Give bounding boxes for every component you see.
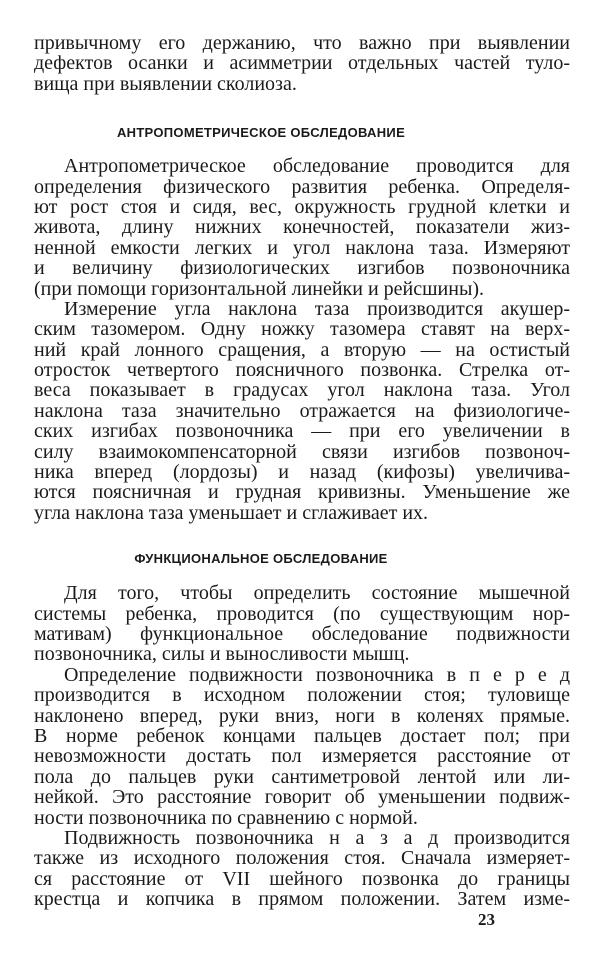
paragraph — [34, 665, 570, 828]
text-line: Определение подвижности позвоночника в п е р е д — [64, 663, 570, 686]
text-line: и величину физиологических изгибов позвоночника — [34, 257, 570, 280]
text-line: производится в исходном положении стоя; туловище — [34, 684, 570, 707]
text-line: определения физического развития ребенка. Определя- — [34, 175, 570, 198]
text-line: Измерение угла наклона таза производится акушер- — [64, 297, 570, 320]
text-line: ненной емкости легких и угол наклона таза. Измеряют — [34, 236, 570, 259]
text-line: живота, длину нижних конечностей, показатели жиз- — [34, 216, 570, 239]
text-line: (при помощи горизонтальной линейки и рейсшины). — [34, 277, 485, 300]
paragraph — [34, 828, 570, 910]
text-line: системы ребенка, проводится (по существующим нор- — [34, 602, 570, 625]
text-line: дефектов осанки и асимметрии отдельных частей туло- — [34, 52, 570, 75]
text-line: также из исходного положения стоя. Сначала измеряет- — [34, 847, 570, 870]
paragraph — [34, 156, 570, 299]
text-line: ний край лонного сращения, а вторую — на остистый — [34, 338, 570, 361]
text-line: В норме ребенок концами пальцев достает пол; при — [34, 724, 570, 747]
text-line: мативам) функциональное обследование подвижности — [34, 622, 570, 645]
text-line: наклонено вперед, руки вниз, ноги в коленях прямые. — [34, 704, 570, 727]
page-number: 23 — [478, 910, 495, 929]
text-line: пола до пальцев руки сантиметровой лентой или ли- — [34, 765, 570, 788]
text-line: позвоночника, силы и выносливости мышц. — [34, 643, 410, 666]
text-line: вища при выявлении сколиоза. — [34, 72, 297, 95]
text-line: ности позвоночника по сравнению с нормой. — [34, 806, 418, 829]
text-line: ских изгибах позвоночника — при его увеличении в — [34, 420, 570, 443]
text-line: крестца и копчика в прямом положении. Затем изме- — [34, 888, 570, 911]
section-heading: АНТРОПОМЕТРИЧЕСКОЕ ОБСЛЕДОВАНИЕ — [116, 125, 406, 141]
text-line: наклона таза значительно отражается на физиологиче- — [34, 399, 570, 422]
text-line: Для того, чтобы определить состояние мышечной — [64, 582, 570, 605]
text-line: отросток четвертого поясничного позвонка. Стрелка от- — [34, 359, 570, 382]
paragraph — [34, 33, 570, 94]
text-line: угла наклона таза уменьшает и сглаживает их. — [34, 501, 429, 524]
text-line: ся расстояние от VII шейного позвонка до границы — [34, 867, 570, 890]
paragraph — [34, 299, 570, 523]
text-line: ника вперед (лордозы) и назад (кифозы) увеличива- — [34, 461, 570, 484]
text-line: привычному его держанию, что важно при выявлении — [34, 32, 570, 54]
text-line: силу взаимокомпенсаторной связи изгибов позвоноч- — [34, 440, 570, 463]
text-line: ются поясничная и грудная кривизны. Уменьшение же — [34, 481, 570, 504]
section-heading: ФУНКЦИОНАЛЬНОЕ ОБСЛЕДОВАНИЕ — [134, 551, 388, 567]
text-line: ют рост стоя и сидя, вес, окружность грудной клетки и — [34, 195, 570, 218]
text-line: нейкой. Это расстояние говорит об уменьшении подвиж- — [34, 786, 570, 809]
text-line: ским тазомером. Одну ножку тазомера ставят на верх- — [34, 318, 570, 341]
text-line: Антропометрическое обследование проводится для — [64, 155, 570, 178]
text-line: невозможности достать пол измеряется расстояние от — [34, 745, 570, 768]
page-body — [34, 33, 570, 909]
paragraph — [34, 583, 570, 665]
text-line: веса показывает в градусах угол наклона таза. Угол — [34, 379, 570, 402]
text-line: Подвижность позвоночника н а з а д производится — [64, 826, 570, 849]
